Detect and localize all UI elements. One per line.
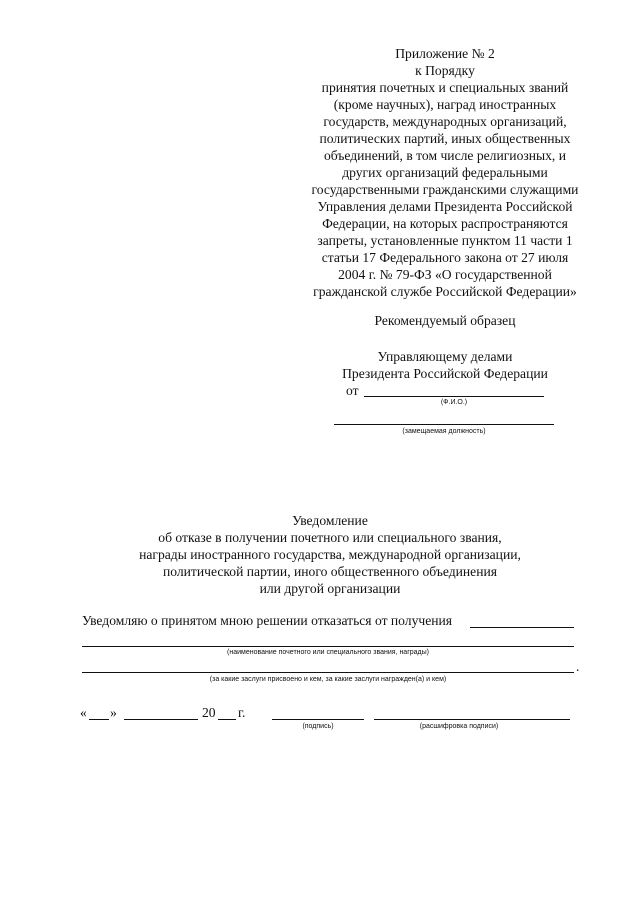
appendix-line: 2004 г. № 79-ФЗ «О государственной: [338, 267, 552, 282]
appendix-line: принятия почетных и специальных званий: [321, 80, 569, 95]
appendix-line: государств, международных организаций,: [323, 114, 567, 129]
appendix-line: Федерации, на которых распространяются: [322, 216, 568, 231]
appendix-line: других организаций федеральными: [342, 165, 548, 180]
merit-field-line[interactable]: [82, 672, 574, 673]
signature-decode-caption: (расшифровка подписи): [419, 723, 499, 730]
notice-line: награды иностранного государства, международной организации,: [139, 547, 521, 562]
date-open-quote: «: [80, 705, 87, 720]
year-suffix: г.: [238, 705, 246, 720]
month-field-line[interactable]: [124, 719, 198, 720]
sample-label: Рекомендуемый образец: [374, 313, 516, 328]
notice-line: политической партии, иного общественного объединения: [162, 564, 498, 579]
date-close-quote: »: [110, 705, 117, 720]
fio-caption: (Ф.И.О.): [440, 399, 468, 406]
position-field-line[interactable]: [334, 424, 554, 425]
position-caption: (замещаемая должность): [402, 428, 486, 435]
appendix-line: Приложение № 2: [395, 46, 495, 61]
addressee-block: [300, 348, 590, 382]
notice-heading: [60, 512, 600, 597]
appendix-line: запреты, установленные пунктом 11 части 1: [317, 233, 573, 248]
signature-caption: (подпись): [302, 723, 334, 730]
notice-line: или другой организации: [259, 581, 401, 596]
year-field-line[interactable]: [218, 719, 236, 720]
appendix-line: гражданской службе Российской Федерации»: [313, 284, 577, 299]
appendix-line: (кроме научных), наград иностранных: [333, 97, 557, 112]
day-field-line[interactable]: [89, 719, 109, 720]
notice-title: Уведомление: [292, 513, 368, 528]
signature-decode-field-line[interactable]: [374, 719, 570, 720]
appendix-header: [300, 45, 590, 300]
award-field-line-1[interactable]: [470, 627, 574, 628]
signature-field-line[interactable]: [272, 719, 364, 720]
addressee-line: Президента Российской Федерации: [342, 366, 548, 381]
appendix-line: государственными гражданскими служащими: [311, 182, 579, 197]
appendix-line: к Порядку: [415, 63, 475, 78]
year-prefix: 20: [202, 705, 216, 720]
fio-field-line[interactable]: [364, 396, 544, 397]
title-caption: (наименование почетного или специального звания, награды): [227, 649, 429, 656]
declare-text: Уведомляю о принятом мною решении отказаться от получения: [82, 613, 453, 628]
appendix-line: статьи 17 Федерального закона от 27 июля: [321, 250, 569, 265]
addressee-line: Управляющему делами: [377, 349, 513, 364]
from-label: от: [346, 383, 359, 398]
award-field-line-2[interactable]: [82, 646, 574, 647]
appendix-line: политических партий, иных общественных: [319, 131, 571, 146]
notice-line: об отказе в получении почетного или специального звания,: [158, 530, 502, 545]
appendix-line: Управления делами Президента Российской: [317, 199, 573, 214]
merit-line-period: .: [576, 659, 580, 674]
appendix-line: объединений, в том числе религиозных, и: [323, 148, 567, 163]
merit-caption: (за какие заслуги присвоено и кем, за какие заслуги награжден(а) и кем): [209, 676, 447, 683]
